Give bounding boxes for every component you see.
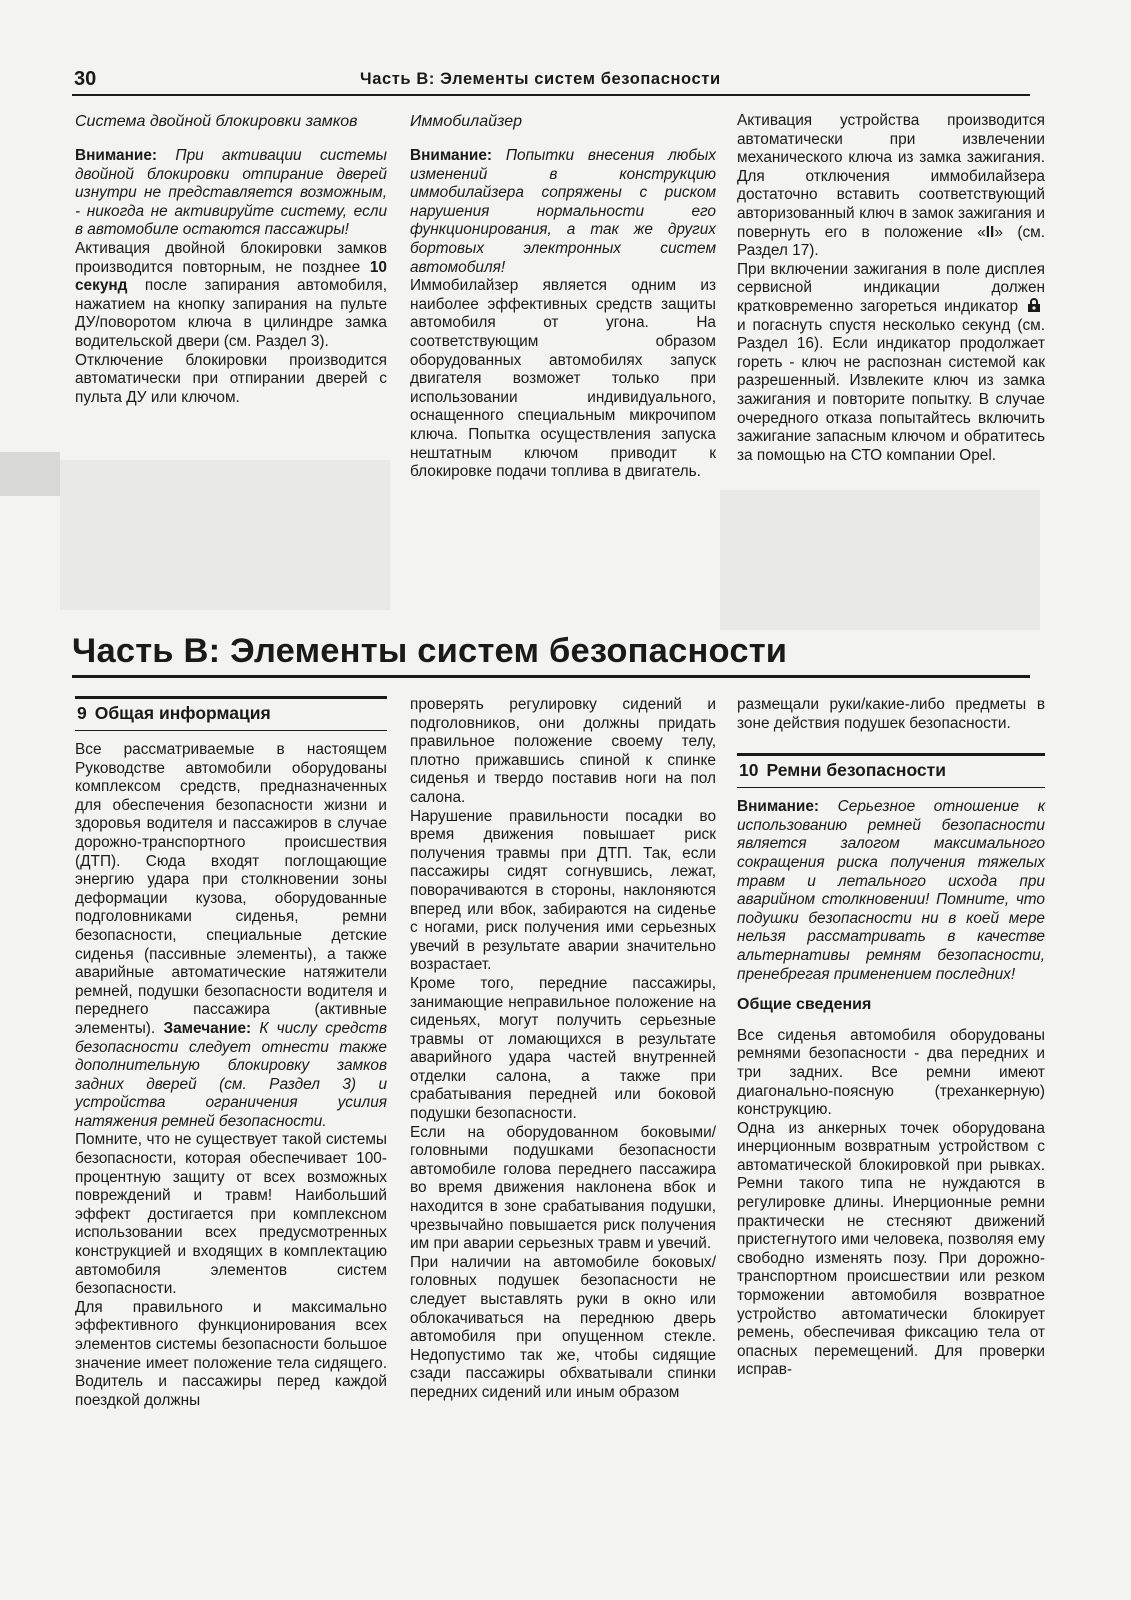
top-column-1 [75,112,387,407]
subheading-general: Общие сведения [737,996,872,1014]
paragraph: Помните, что не существует такой системы безопасности, которая обеспечивает 100-процентную защиту от всех возможных повреждений и травм! Наибольший эффект достигается при комплексном использовании всех предусмотренных конструкцией и входящих в комплектацию автомобиля элементов систем безопасности. [75,1131,387,1298]
paragraph: Кроме того, передние пассажиры, занимающие неправильное положение на сиденьях, могут получить серьезные травмы от ломающихся в результате аварийного удара частей внутренней отделки салона, а также при срабатывания передней или боковой подушки безопасности. [410,974,716,1123]
paragraph: Отключение блокировки производится автоматически при отпирании дверей с пульта ДУ или ключом. [75,351,387,406]
warning-paragraph [410,147,716,277]
text-run: Активация двойной блокировки замков производится повторным, не позднее [75,239,387,276]
text-run: Активация устройства производится автоматически при извлечении механического ключа из замка зажигания. Для отключения иммобилайзера достаточно вставить соответствующий авторизованный ключ в замок зажигания и повернуть его в положение « [737,112,1045,241]
paragraph [737,112,1045,261]
paragraph [75,741,387,1131]
subheading-immobilizer: Иммобилайзер [410,113,523,130]
bottom-column-1 [75,696,387,1410]
paragraph: При наличии на автомобиле боковых/головных подушек безопасности не следует выставлять руки в окно или облокачиваться на переднюю дверь автомобиля при опущенном стекле. Недопустимо так же, чтобы сидящие сзади пассажиры обхватывали спинки передних сидений или иным образом [410,1253,716,1401]
paragraph [737,261,1045,466]
top-column-3 [737,112,1045,465]
bleed-through-shade [60,460,390,610]
text-run: после запирания автомобиля, нажатием на кнопку запирания на пульте ДУ/поворотом ключа в цилиндре замка водительской двери (см. Раздел 3). [75,277,387,350]
warning-text: Попытки внесения любых изменений в конструкцию иммобилайзера сопряжены с риском нарушения нормальности его функционирования, а так же других бортовых электронных систем автомобиля! [410,147,716,276]
text-run: При включении зажигания в поле дисплея сервисной индикации должен кратковременно загореться индикатор [737,260,1045,315]
section-title: Общая информация [94,703,271,723]
text-run: и погаснуть спустя несколько секунд (см. Раздел 16). Если индикатор продолжает гореть - ключ не распознан системой как разрешенный. Извлеките ключ из замка зажигания и повторите попытку. В случае очередного отказа попытайтесь включить зажигание запасным ключом и обратитесь за помощью на СТО компании Opel. [737,316,1045,464]
page-number: 30 [74,68,97,90]
subheading-double-lock: Система двойной блокировки замков [75,113,358,130]
paragraph: Если на оборудованном боковыми/головными подушками безопасности автомобиле голова переднего пассажира во время движения наклонена вбок и находится в зоне срабатывания подушки, чрезвычайно повышается риск получения им при аварии серьезных травм и увечий. [410,1123,716,1253]
immobilizer-key-icon [1025,298,1043,313]
warning-paragraph [737,798,1045,984]
paragraph [75,240,387,352]
running-header [72,66,1030,96]
emphasis: II [985,223,995,241]
warning-label: Внимание: [75,147,158,164]
section-heading-9 [75,696,387,731]
page-edge-tab [0,452,60,496]
paragraph: проверять регулировку сидений и подголовников, они должны придать правильное положение своему телу, плотно прижавшись спиной к спинке сиденья и твердо поставив ноги на пол салона. [410,696,716,806]
warning-label: Внимание: [737,798,820,816]
bleed-through-shade [720,490,1040,630]
part-title: Часть В: Элементы систем безопасности [72,632,788,670]
section-number: 10 [739,760,759,781]
note-text: К числу средств безопасности следует отнести также дополнительную блокировку замков задних дверей (см. Раздел 3) и устройства ограничения усилия натяжения ремней безопасности. [75,1019,387,1130]
paragraph: Для правильного и максимально эффективного функционирования всех элементов системы безопасности большое значение имеет положение тела сидящего. Водитель и пассажиры перед каждой поездкой должны [75,1298,387,1409]
text-run: » (см. Раздел 17). [737,223,1046,260]
warning-label: Внимание: [410,147,493,164]
bottom-column-2 [410,696,716,1403]
note-label: Замечание: [163,1019,252,1037]
warning-text: Серьезное отношение к использованию ремней безопасности является залогом максимального сокращения риска получения тяжелых травм и летального исхода при аварийном столкновении! Помните, что подушки безопасности ни в коей мере нельзя рассматривать в качестве альтернативы ремням безопасности, пренебрегая применением последних! [737,798,1045,983]
emphasis: 10 секунд [75,258,387,295]
top-column-2 [410,112,716,482]
section-heading-10 [737,753,1045,788]
paragraph: Все сиденья автомобиля оборудованы ремнями безопасности - два передних и три задних. Все ремни имеют диагонально-поясную (треханкерную) конструкцию. [737,1026,1045,1119]
paragraph: Нарушение правильности посадки во время движения повышает риск получения травмы при ДТП. Так, если пассажиры сидят согнувшись, лежат, поворачиваются в стороны, наклоняются вперед или вбок, забираются на сиденье с ногами, риск получения ими серьезных увечий в результате аварии значительно возрастает. [410,807,716,974]
paragraph: размещали руки/какие-либо предметы в зоне действия подушек безопасности. [737,696,1045,732]
section-number: 9 [77,703,87,723]
part-title-rule [72,675,1030,678]
paragraph: Иммобилайзер является одним из наиболее эффективных средств защиты автомобиля от угона. На соответствующим образом оборудованных автомобилях запуск двигателя возможет только при использовании индивидуального, оснащенного специальным микрочипом ключа. Попытка осуществления запуска нештатным ключом приводит к блокировке подачи топлива в двигатель. [410,277,716,481]
warning-paragraph [75,147,387,240]
warning-text: При активации системы двойной блокировки отпирание дверей изнутри не представляется возможным, - никогда не активируйте систему, если в автомобиле остаются пассажиры! [75,147,387,239]
spacer [737,733,1045,753]
header-title: Часть В: Элементы систем безопасности [360,70,721,88]
section-title: Ремни безопасности [766,760,946,781]
text-run: Все рассматриваемые в настоящем Руководстве автомобили оборудованы комплексом средств, предназначенных для обеспечения безопасности жизни и здоровья водителя и пассажиров в случае дорожно-транспортного происшествия (ДТП). Сюда входят поглощающие энергию удара при столкновении зоны деформации кузова, оборудованные подголовниками сиденья, ремни безопасности, специальные детские сиденья (пассивные элементы), а также аварийные автоматические натяжители ремней, подушки безопасности водителя и переднего пассажира (активные элементы). [75,741,387,1037]
bottom-column-3 [737,696,1045,1380]
paragraph: Одна из анкерных точек оборудована инерционным возвратным устройством с автоматической блокировкой при рывках. Ремни такого типа не нуждаются в регулировке длины. Инерционные ремни практически не стесняют движений пристегнутого ими человека, позволяя ему свободно изменять позу. При дорожно-транспортном происшествии или резком торможении автомобиля возвратное устройство автоматически блокирует ремень, обеспечивая фиксацию тела от опасных перемещений. Для проверки исправ- [737,1119,1045,1379]
